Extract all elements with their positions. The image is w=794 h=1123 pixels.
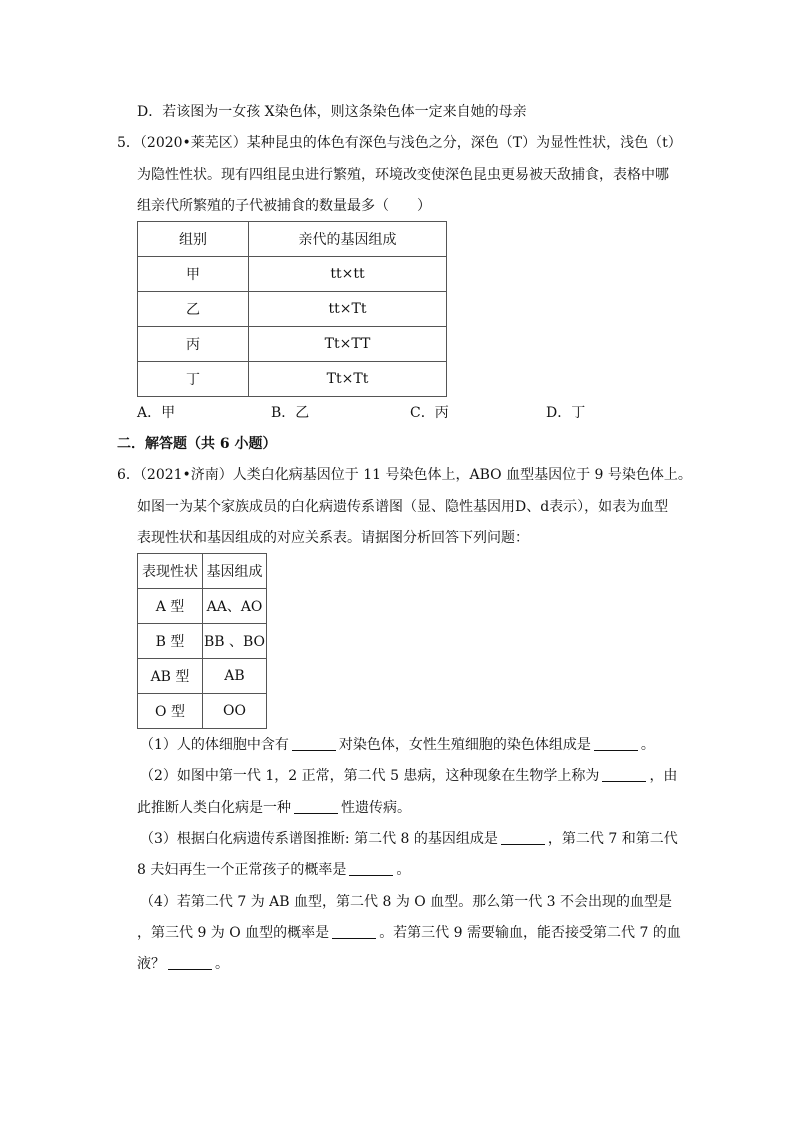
q6-sub4-text-d: 液？: [137, 956, 165, 972]
section-title: 二．解答题（共 6 小题）: [117, 436, 277, 452]
q6-table-cell: O 型: [138, 694, 203, 729]
q5-table-cell: Tt×TT: [249, 327, 447, 362]
q6-sub3-cont: [137, 860, 410, 880]
q6-sub4-text-e: 。: [215, 956, 229, 972]
q6-table: [137, 553, 267, 729]
q6-table-cell: AB 型: [138, 659, 203, 694]
q4-option-d: D．若该图为一女孩 X染色体，则这条染色体一定来自她的母亲: [137, 104, 527, 120]
q5-stem-line2: 为隐性性状。现有四组昆虫进行繁殖，环境改变使深色昆虫更易被天敌捕食，表格中哪: [137, 167, 669, 183]
q6-sub1-text-b: 对染色体，女性生殖细胞的染色体组成是: [338, 737, 591, 753]
q6-stem-line2: 如图一为某个家族成员的白化病遗传系谱图（显、隐性基因用D、d表示），如表为血型: [137, 499, 669, 515]
q6-sub2-text-c: 此推断人类白化病是一种: [137, 800, 291, 816]
q6-sub3-text-a: （3）根据白化病遗传系谱图推断: 第二代 8 的基因组成是: [140, 831, 498, 847]
q6-sub3: [140, 829, 678, 849]
q6-sub4-cont1: [137, 923, 681, 943]
answer-blank[interactable]: [292, 736, 336, 751]
q6-table-cell: AA、AO: [203, 589, 267, 624]
q6-table-cell: B 型: [138, 624, 203, 659]
q5-stem-line3: 组亲代所繁殖的子代被捕食的数量最多（ ）: [137, 198, 431, 214]
q6-sub4-cont2: [137, 954, 229, 974]
answer-blank[interactable]: [501, 830, 545, 845]
answer-blank[interactable]: [602, 767, 646, 782]
answer-blank[interactable]: [168, 955, 212, 970]
q5-option-d: D．丁: [546, 405, 586, 421]
q6-stem-line1: 6．（2021•济南）人类白化病基因位于 11 号染色体上，ABO 血型基因位于 9 号染色体上。: [117, 467, 692, 483]
answer-blank[interactable]: [349, 861, 393, 876]
q5-table-cell: Tt×Tt: [249, 362, 447, 397]
q6-table-cell: OO: [203, 694, 267, 729]
q6-sub2-text-b: ，由: [649, 768, 678, 784]
answer-blank[interactable]: [594, 736, 638, 751]
q6-sub4-text-c: 。若第三代 9 需要输血，能否接受第二代 7 的血: [379, 925, 681, 941]
answer-blank[interactable]: [332, 924, 376, 939]
q5-option-c: C．丙: [410, 405, 449, 421]
q6-sub2: [140, 766, 677, 786]
q6-sub2-text-d: 性遗传病。: [341, 800, 411, 816]
q5-table-cell: tt×tt: [249, 257, 447, 292]
q6-table-cell: BB 、BO: [203, 624, 267, 659]
q5-table-header-genotype: 亲代的基因组成: [249, 222, 447, 257]
q5-table-cell: 丁: [138, 362, 249, 397]
q6-sub3-text-b: ，第二代 7 和第二代: [547, 831, 678, 847]
q5-option-a: A．甲: [137, 405, 176, 421]
q6-table-header-phenotype: 表现性状: [138, 554, 203, 589]
q5-table-header-group: 组别: [138, 222, 249, 257]
q6-stem-line3: 表现性状和基因组成的对应关系表。请据图分析回答下列问题：: [137, 530, 529, 546]
q5-stem-line1: 5．（2020•莱芜区）某种昆虫的体色有深色与浅色之分，深色（T）为显性性状，浅色（t）: [117, 135, 682, 151]
q6-sub4-text-a: （4）若第二代 7 为 AB 血型，第二代 8 为 O 血型。那么第一代 3 不会出现的血型是: [140, 894, 673, 910]
q5-table: [137, 221, 447, 397]
q5-table-cell: 甲: [138, 257, 249, 292]
q6-sub1-text-a: （1）人的体细胞中含有: [140, 737, 289, 753]
q6-sub1-text-c: 。: [640, 737, 655, 753]
q6-sub4-text-b: ，第三代 9 为 O 血型的概率是: [137, 925, 330, 941]
q5-table-cell: 丙: [138, 327, 249, 362]
q6-sub4: [140, 892, 672, 912]
q5-table-cell: tt×Tt: [249, 292, 447, 327]
q6-table-header-genotype: 基因组成: [203, 554, 267, 589]
q6-sub1: [140, 735, 655, 755]
q5-table-cell: 乙: [138, 292, 249, 327]
q6-sub2-text-a: （2）如图中第一代 1，2 正常，第二代 5 患病，这种现象在生物学上称为: [140, 768, 600, 784]
q6-sub3-text-c: 8 夫妇再生一个正常孩子的概率是: [137, 862, 347, 878]
q5-option-b: B．乙: [271, 405, 310, 421]
q6-table-cell: AB: [203, 659, 267, 694]
answer-blank[interactable]: [294, 799, 338, 814]
q6-sub2-cont: [137, 798, 411, 818]
q6-table-cell: A 型: [138, 589, 203, 624]
q6-sub3-text-d: 。: [396, 862, 411, 878]
